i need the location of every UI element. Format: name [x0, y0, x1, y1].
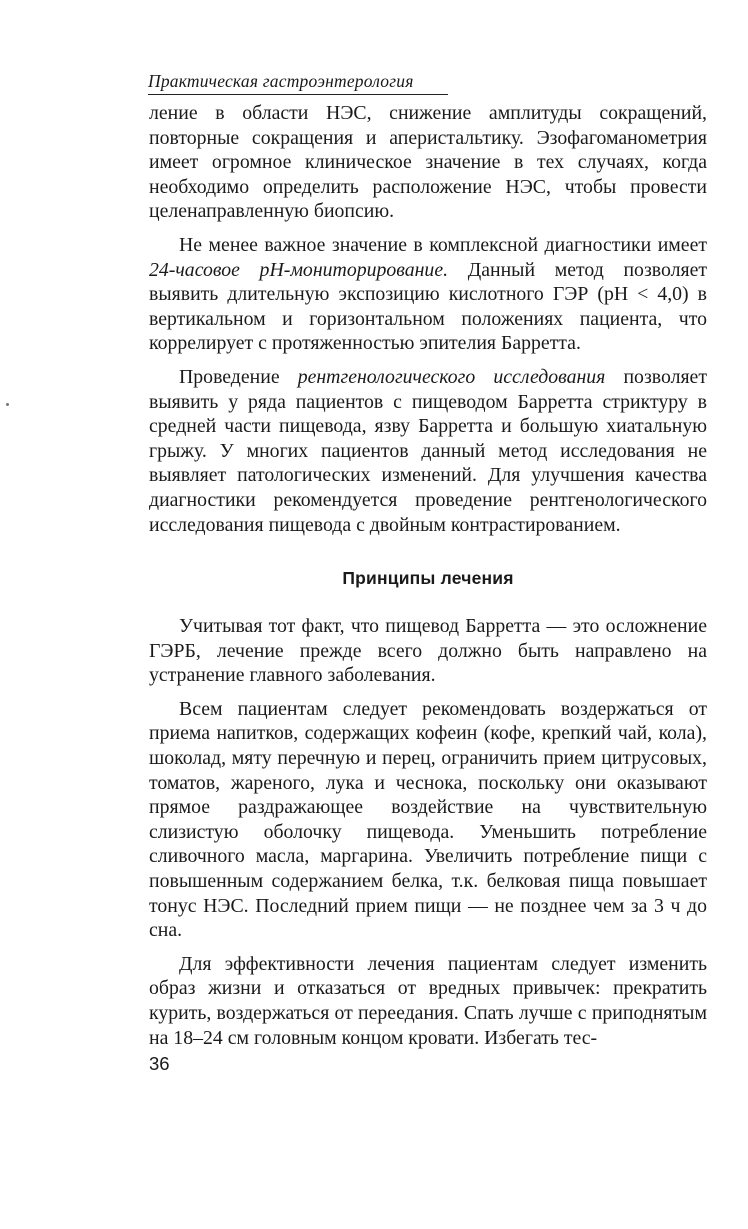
paragraph-continuation: ление в области НЭС, снижение амплитуды сокращений, повторные сокращения и аперистальтику. Эзофагоманометрия имеет огромное клиническое значение в тех случаях, когда необходимо определить расположение НЭС, чтобы провести целенаправленную биопсию.: [149, 102, 707, 223]
page-number: 36: [149, 1053, 170, 1074]
paragraph-text: Проведение: [179, 365, 298, 388]
section-heading: Принципы лечения: [342, 568, 514, 589]
italic-term: 24-часовое pH-мониторирование.: [149, 258, 449, 281]
running-head-rule: [148, 94, 448, 95]
page-body: [149, 101, 707, 1050]
paragraph-lifestyle: Для эффективности лечения пациентам следует изменить образ жизни и отказаться от вредных привычек: прекратить курить, воздержаться от переедания. Спать лучше с приподнятым на 18–24 см головным концом кровати. Избегать тес-: [149, 952, 707, 1049]
margin-speck: [6, 403, 9, 406]
italic-term: рентгенологического исследования: [297, 365, 606, 388]
paragraph-diet: Всем пациентам следует рекомендовать воздержаться от приема напитков, содержащих кофеин (кофе, крепкий чай, кола), шоколад, мяту перечную и перец, ограничить прием цитрусовых, томатов, жареного, лука и чеснока, поскольку они оказывают прямое раздражающее воздействие на чувствительную слизистую оболочку пищевода. Уменьшить потребление сливочного масла, маргарина. Увеличить потребление пищи с повышенным содержанием белка, т.к. белковая пища повышает тонус НЭС. Последний прием пищи — не позднее чем за 3 ч до сна.: [149, 697, 707, 942]
paragraph-xray: [149, 365, 707, 537]
running-head-title: Практическая гастроэнтерология: [148, 71, 414, 91]
paragraph-text: Данный метод позволяет выявить длительную экспозицию кислотного ГЭР (pH < 4,0) в вертикальном и горизонтальном положениях пациента, что коррелирует с протяженностью эпителия Барретта.: [149, 258, 707, 355]
paragraph-text: позволяет выявить у ряда пациентов с пищеводом Барретта стриктуру в средней части пищевода, язву Барретта и большую хиатальную грыжу. У многих пациентов данный метод исследования не выявляет патологических изменений. Для улучшения качества диагностики рекомендуется проведение рентгенологического исследования пищевода с двойным контрастированием.: [149, 365, 707, 536]
paragraph-ph-monitoring: [149, 233, 707, 356]
paragraph-treatment-intro: Учитывая тот факт, что пищевод Барретта — это осложнение ГЭРБ, лечение прежде всего должно быть направлено на устранение главного заболевания.: [149, 615, 707, 687]
paragraph-text: Не менее важное значение в комплексной диагностики имеет: [179, 233, 707, 256]
